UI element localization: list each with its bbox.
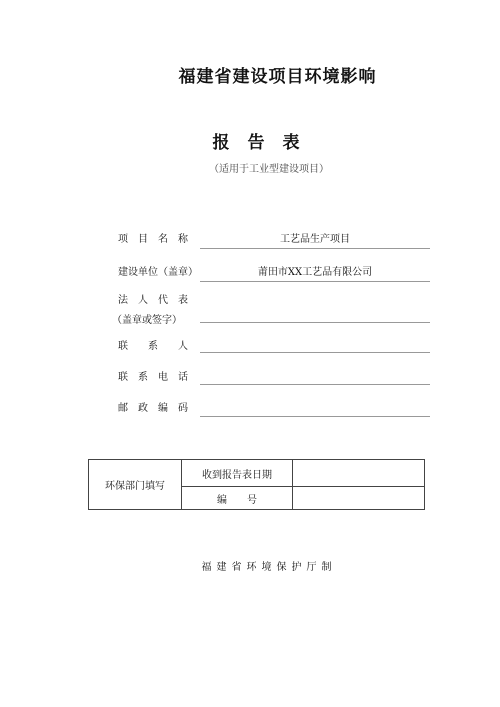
construction-unit-value: 莆田市XX工艺品有限公司 xyxy=(257,267,373,278)
document-title-line2: 报告表 xyxy=(212,133,318,153)
env-dept-table xyxy=(88,459,425,510)
legal-rep-label-char: 表 xyxy=(178,295,188,306)
phone-label-char: 电 xyxy=(158,372,168,383)
project-name-label-char: 称 xyxy=(178,234,188,245)
construction-unit-line xyxy=(200,281,430,282)
phone-line xyxy=(200,384,430,385)
postcode-label-char: 编 xyxy=(158,403,168,414)
phone-label-char: 联 xyxy=(118,372,128,383)
contact-line xyxy=(200,352,430,353)
legal-rep-note: （盖章或签字） xyxy=(112,315,182,326)
project-name-label-char: 目 xyxy=(138,234,148,245)
postcode-label-char: 政 xyxy=(138,403,148,414)
project-name-label-char: 名 xyxy=(158,234,168,245)
number-field[interactable] xyxy=(293,487,425,510)
project-name-label xyxy=(118,230,188,245)
legal-rep-label xyxy=(118,291,188,306)
postcode-label-char: 码 xyxy=(178,403,188,414)
contact-label-char: 系 xyxy=(148,341,158,352)
document-subtitle: （适用于工业型建设项目） xyxy=(209,164,329,175)
contact-label-char: 联 xyxy=(118,341,128,352)
legal-rep-label-char: 代 xyxy=(158,295,168,306)
phone-label-char: 话 xyxy=(178,372,188,383)
project-name-value: 工艺品生产项目 xyxy=(280,234,350,245)
postcode-label-char: 邮 xyxy=(118,403,128,414)
project-name-label-char: 项 xyxy=(118,234,128,245)
env-dept-label: 环保部门填写 xyxy=(89,460,182,510)
received-date-field[interactable] xyxy=(293,460,425,487)
legal-rep-label-char: 人 xyxy=(138,295,148,306)
postcode-label xyxy=(118,399,188,414)
phone-label xyxy=(118,368,188,383)
postcode-line xyxy=(200,416,430,417)
phone-label-char: 系 xyxy=(138,372,148,383)
contact-label-char: 人 xyxy=(178,341,188,352)
contact-label xyxy=(118,337,188,352)
construction-unit-label: 建设单位（盖章） xyxy=(118,267,198,278)
received-date-label: 收到报告表日期 xyxy=(182,460,293,487)
issuer-footer: 福建省环境保护厅制 xyxy=(201,562,337,573)
document-title-line1: 福建省建设项目环境影响 xyxy=(178,67,377,87)
project-name-line xyxy=(200,248,430,249)
legal-rep-line xyxy=(200,322,430,323)
legal-rep-label-char: 法 xyxy=(118,295,128,306)
number-label: 编 号 xyxy=(182,487,293,510)
